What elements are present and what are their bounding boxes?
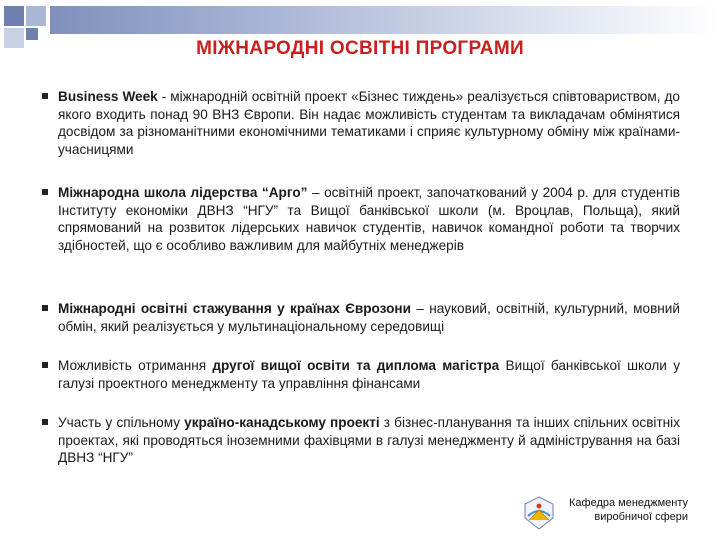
bullet-text: - міжнародній освітній проект «Бізнес тиждень» реалізується співтовариством, до якого входить понад 90 ВНЗ Європи. Він надає можливість студентам та викладачам обмінятися досвідом за різноманітними економічними тематиками і сприяє культурному обміну між країнами-учасницями <box>58 89 680 157</box>
bullet-lead: Business Week <box>58 89 158 104</box>
department-caption-line1: Кафедра менеджменту <box>569 497 688 509</box>
bullet-square-icon <box>42 362 48 368</box>
page-title: МІЖНАРОДНІ ОСВІТНІ ПРОГРАМИ <box>196 38 524 59</box>
bullet-item-internships <box>40 300 680 335</box>
bullet-square-icon <box>42 189 48 195</box>
bullet-square-icon <box>42 419 48 425</box>
bullet-square-icon <box>42 305 48 311</box>
department-caption-line2: виробничої сфери <box>594 511 688 523</box>
deco-square <box>26 6 46 26</box>
bullet-item-business-week <box>40 88 680 158</box>
bullet-item-second-degree <box>40 357 680 392</box>
department-emblem-icon <box>524 496 554 530</box>
bullet-text: – науковий, освітній, культурний, мовний обмін, який реалізується у мультинаціональному середовищі <box>58 301 680 334</box>
bullet-item-argo <box>40 184 680 254</box>
bullet-text: Вищої банківської школи у галузі проектного менеджменту та управління фінансами <box>58 358 681 391</box>
bullet-pre-text: Можливість отримання <box>58 358 213 373</box>
bullet-pre-text: Участь у спільному <box>58 415 185 430</box>
department-caption <box>558 496 688 524</box>
bullet-lead: Міжнародні освітні стажування у країнах Єврозони <box>58 301 411 316</box>
bullet-square-icon <box>42 93 48 99</box>
bullet-lead: Міжнародна школа лідерства “Арго” <box>58 185 308 200</box>
bullet-lead: україно-канадському проекті <box>184 415 380 430</box>
bullet-text: з бізнес-планування та інших спільних освітніх проектах, які проводяться іноземними фахівцями в галузі менеджменту й адміністрування на базі ДВНЗ “НГУ” <box>58 415 680 466</box>
header-gradient-bar <box>50 6 720 34</box>
bullet-lead: другої вищої освіти та диплома магістра <box>212 358 500 373</box>
bullet-text: – освітній проект, започаткований у 2004 р. для студентів Інституту економіки ДВНЗ “НГУ” та Вищої банківської школи (м. Вроцлав, Польща), який спрямований на розвиток лідерських навичок студентів, навичок командної роботи та творчих здібностей, що є особливо важливим для майбутніх менеджерів <box>58 185 680 253</box>
bullet-item-canadian-project <box>40 414 680 467</box>
deco-square <box>4 6 24 26</box>
